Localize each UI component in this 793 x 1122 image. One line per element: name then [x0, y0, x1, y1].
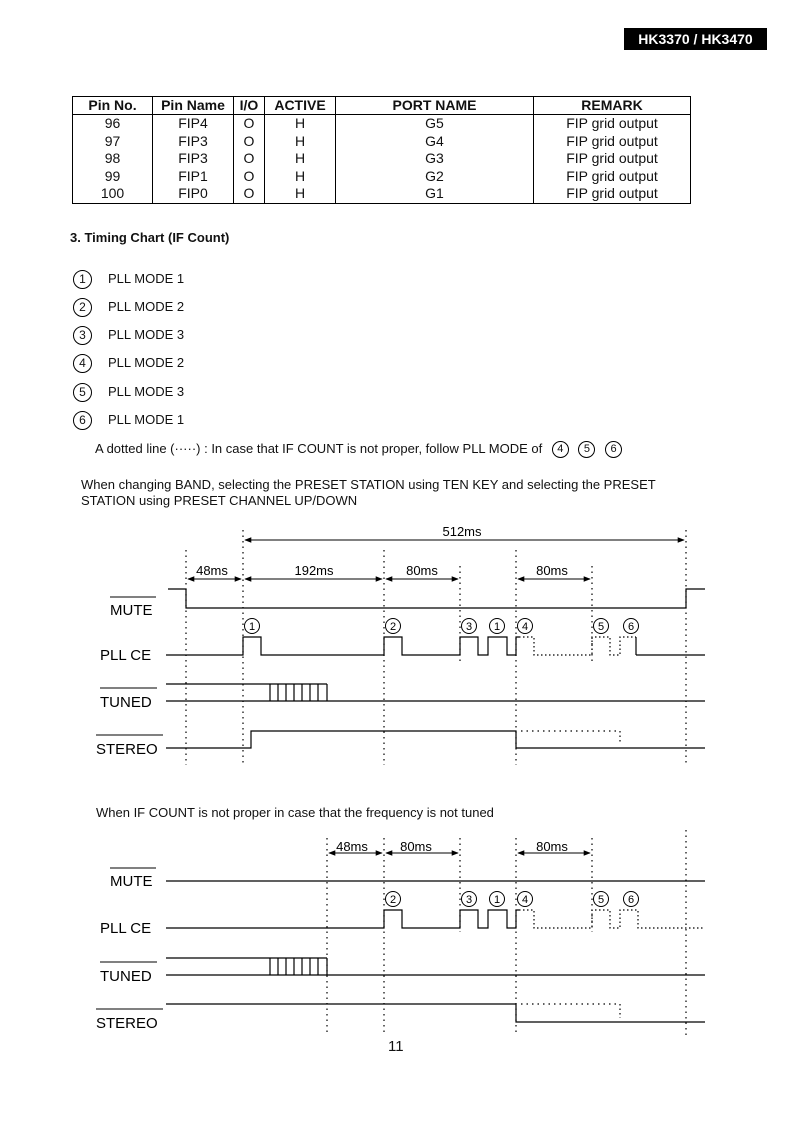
pulse-marker-3: 3	[465, 621, 473, 633]
col-pin-name: Pin Name	[153, 97, 234, 115]
cell-port-name: G2	[336, 168, 534, 186]
mode-label: PLL MODE 2	[108, 299, 185, 314]
cell-remark: FIP grid output	[534, 185, 691, 203]
cell-pin-no: 98	[73, 150, 153, 168]
stereo-waveform-2	[166, 1004, 705, 1022]
chart2-80ms-label-a: 80ms	[400, 839, 432, 854]
cell-remark: FIP grid output	[534, 115, 691, 133]
pllce-dotted-segment-2	[519, 910, 705, 928]
cell-io: O	[234, 115, 265, 133]
cell-active: H	[265, 115, 336, 133]
mode-label: PLL MODE 1	[108, 271, 185, 286]
mute-waveform	[168, 589, 705, 608]
chart2-description: When IF COUNT is not proper in case that the frequency is not tuned	[96, 805, 494, 820]
chart1-80ms-label-a: 80ms	[406, 563, 438, 578]
chart1-description: When changing BAND, selecting the PRESET STATION using TEN KEY and selecting the PRESET STATION using PRESET CHANNEL UP/DOWN	[81, 477, 656, 508]
cell-pin-name: FIP4	[153, 115, 234, 133]
chart2-pulse-markers	[386, 892, 639, 907]
model-number-badge: HK3370 / HK3470	[624, 28, 767, 50]
cell-port-name: G5	[336, 115, 534, 133]
cell-pin-name: FIP0	[153, 185, 234, 203]
pllce-label-2: PLL CE	[100, 920, 152, 937]
cell-io: O	[234, 185, 265, 203]
cell-pin-no: 100	[73, 185, 153, 203]
tuned-pulse-train-2	[270, 958, 327, 975]
col-port-name: PORT NAME	[336, 97, 534, 115]
stereo-label-2: STEREO	[96, 1015, 158, 1032]
cell-io: O	[234, 150, 265, 168]
cell-remark: FIP grid output	[534, 150, 691, 168]
cell-remark: FIP grid output	[534, 133, 691, 151]
chart1-48ms-label: 48ms	[196, 563, 228, 578]
mode-label: PLL MODE 1	[108, 412, 185, 427]
circled-number: 2	[73, 298, 92, 317]
cell-remark: FIP grid output	[534, 168, 691, 186]
circled-number: 6	[605, 441, 622, 458]
cell-active: H	[265, 185, 336, 203]
circled-number: 6	[73, 411, 92, 430]
circled-number: 5	[73, 383, 92, 402]
tuned-pulse-train	[270, 684, 327, 701]
cell-pin-no: 99	[73, 168, 153, 186]
pulse-marker-5-c2: 5	[597, 894, 605, 906]
page-number: 11	[388, 1038, 404, 1055]
cell-active: H	[265, 168, 336, 186]
chart1-total-label: 512ms	[442, 524, 482, 539]
note-suffix: ) : In case that IF COUNT is not proper, follow PLL MODE of	[196, 441, 543, 456]
cell-port-name: G3	[336, 150, 534, 168]
tuned-label: TUNED	[100, 694, 152, 711]
pllce-dotted-segment	[519, 637, 636, 655]
mute-label-2: MUTE	[110, 873, 153, 890]
mode-label: PLL MODE 3	[108, 384, 185, 399]
chart2-48ms-label: 48ms	[336, 839, 368, 854]
stereo-label: STEREO	[96, 741, 158, 758]
col-remark: REMARK	[534, 97, 691, 115]
pulse-marker-3-c2: 3	[465, 894, 473, 906]
chart1-192ms-label: 192ms	[294, 563, 334, 578]
chart1-pulse-markers	[245, 619, 639, 634]
tuned-label-2: TUNED	[100, 968, 152, 985]
circled-number: 1	[73, 270, 92, 289]
pulse-marker-4: 4	[521, 621, 529, 633]
pulse-marker-1b: 1	[493, 621, 501, 633]
pulse-marker-1-c2: 1	[493, 894, 501, 906]
pulse-marker-2-c2: 2	[389, 894, 397, 906]
mode-label: PLL MODE 3	[108, 327, 185, 342]
section-title: 3. Timing Chart (IF Count)	[70, 230, 230, 245]
cell-active: H	[265, 133, 336, 151]
chart2	[96, 830, 705, 1035]
pulse-marker-6: 6	[627, 621, 635, 633]
cell-io: O	[234, 133, 265, 151]
pllce-waveform-2	[166, 910, 519, 928]
chart2-80ms-label-b: 80ms	[536, 839, 568, 854]
pulse-marker-6-c2: 6	[627, 894, 635, 906]
mode-label: PLL MODE 2	[108, 355, 185, 370]
chart1-80ms-label-b: 80ms	[536, 563, 568, 578]
cell-pin-name: FIP1	[153, 168, 234, 186]
col-io: I/O	[234, 97, 265, 115]
cell-pin-name: FIP3	[153, 150, 234, 168]
note-prefix: A dotted line (	[95, 441, 175, 456]
note-dots: ·····	[174, 441, 197, 456]
pulse-marker-2: 2	[389, 621, 397, 633]
col-pin-no: Pin No.	[73, 97, 153, 115]
pulse-marker-5: 5	[597, 621, 605, 633]
circled-number: 3	[73, 326, 92, 345]
pllce-label: PLL CE	[100, 647, 152, 664]
cell-port-name: G1	[336, 185, 534, 203]
cell-port-name: G4	[336, 133, 534, 151]
pulse-marker-1: 1	[248, 621, 256, 633]
chart1	[96, 524, 705, 765]
circled-number: 5	[578, 441, 595, 458]
cell-pin-no: 97	[73, 133, 153, 151]
pulse-marker-4-c2: 4	[521, 894, 529, 906]
stereo-waveform	[166, 731, 705, 748]
circled-number: 4	[552, 441, 569, 458]
cell-active: H	[265, 150, 336, 168]
cell-pin-no: 96	[73, 115, 153, 133]
cell-pin-name: FIP3	[153, 133, 234, 151]
pllce-waveform	[166, 637, 519, 655]
circled-number: 4	[73, 354, 92, 373]
col-active: ACTIVE	[265, 97, 336, 115]
mute-label: MUTE	[110, 602, 153, 619]
cell-io: O	[234, 168, 265, 186]
